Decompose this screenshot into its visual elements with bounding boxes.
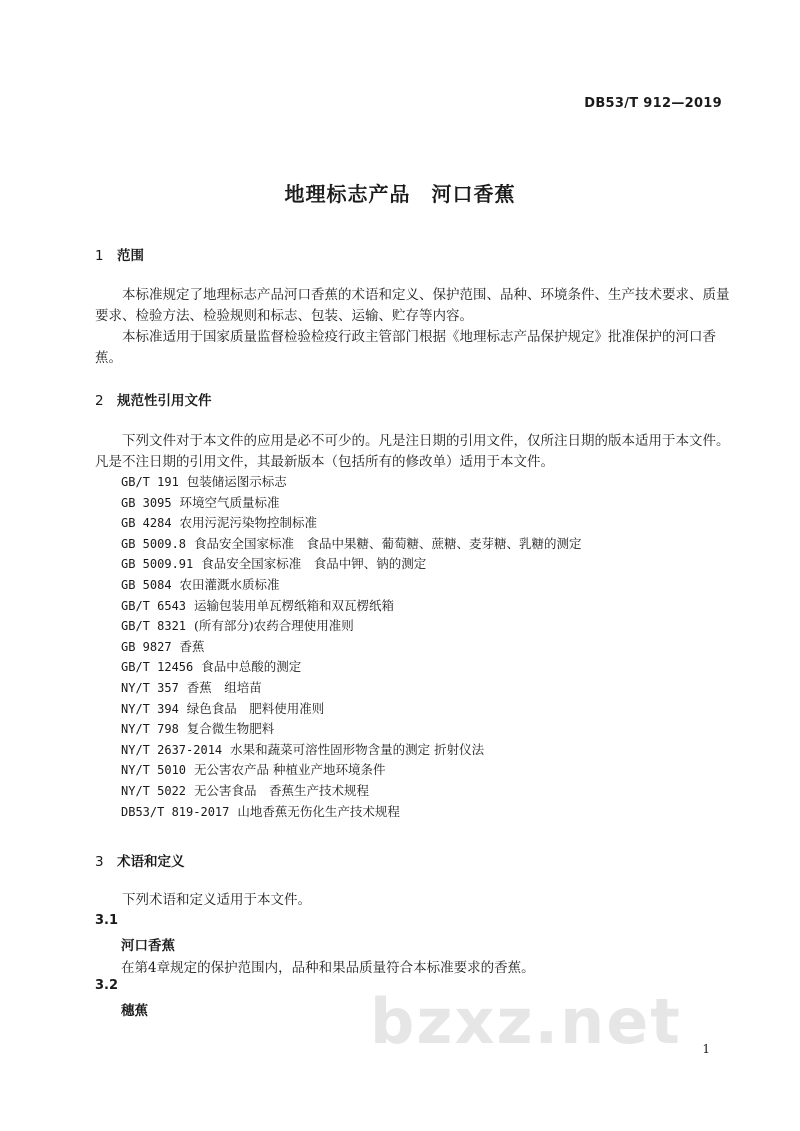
reference-title: 食品安全国家标准 食品中钾、钠的测定 (201, 556, 427, 572)
reference-title: 农田灌溉水质标准 (179, 576, 280, 592)
section-number: 1 (95, 248, 104, 264)
reference-item (121, 802, 582, 823)
reference-code: GB/T 191 (121, 475, 179, 489)
reference-code: GB 5009.91 (121, 557, 194, 572)
section-title: 范围 (117, 248, 144, 264)
reference-code: NY/T 394 (121, 701, 179, 716)
reference-code: GB 5084 (121, 577, 172, 592)
reference-item (121, 534, 582, 555)
reference-title: 绿色食品 肥料使用准则 (186, 700, 325, 716)
reference-code: GB/T 8321 (121, 619, 187, 634)
reference-title: 包装储运图示标志 (186, 474, 287, 489)
reference-title: 食品安全国家标准 食品中果糖、葡萄糖、蔗糖、麦芽糖、乳糖的测定 (193, 535, 582, 551)
reference-item (121, 575, 582, 596)
watermark: bzxz.net (370, 985, 682, 1058)
reference-code: GB 9827 (121, 639, 172, 654)
reference-item (121, 493, 582, 514)
scope-paragraph-2: 本标准适用于国家质量监督检验检疫行政主管部门根据《地理标志产品保护规定》批准保护的河口香蕉。 (95, 329, 716, 366)
reference-code: NY/T 2637-2014 (121, 742, 223, 757)
reference-title: 香蕉 组培苗 (186, 679, 262, 695)
term-name: 河口香蕉 (121, 938, 175, 954)
reference-code: NY/T 798 (121, 722, 179, 737)
section-number: 3 (95, 854, 104, 870)
scope-paragraph-1: 本标准规定了地理标志产品河口香蕉的术语和定义、保护范围、品种、环境条件、生产技术要求、质量要求、检验方法、检验规则和标志、包装、运输、贮存等内容。 (95, 287, 730, 324)
reference-code: NY/T 5022 (121, 783, 187, 798)
reference-title: 香蕉 (179, 638, 205, 654)
reference-title: 水果和蔬菜可溶性固形物含量的测定 折射仪法 (230, 741, 485, 757)
references-intro: 下列文件对于本文件的应用是必不可少的。凡是注日期的引用文件，仅所注日期的版本适用于本文件。凡是不注日期的引用文件，其最新版本（包括所有的修改单）适用于本文件。 (95, 433, 730, 470)
reference-title: 复合微生物肥料 (186, 721, 275, 737)
section-title: 术语和定义 (117, 854, 185, 870)
reference-title: 无公害农产品 种植业产地环境条件 (193, 762, 386, 778)
reference-item (121, 554, 582, 575)
section-number: 2 (95, 393, 104, 409)
reference-list (121, 472, 582, 822)
reference-title: 山地香蕉无伤化生产技术规程 (237, 803, 400, 819)
reference-title: 运输包装用单瓦楞纸箱和双瓦楞纸箱 (193, 597, 394, 613)
reference-item (121, 472, 582, 493)
reference-code: DB53/T 819-2017 (121, 804, 230, 819)
reference-title: 食品中总酸的测定 (201, 659, 302, 675)
reference-code: NY/T 5010 (121, 763, 187, 778)
terms-intro: 下列术语和定义适用于本文件。 (122, 892, 311, 908)
term-number: 3.2 (95, 978, 119, 993)
term-name: 穗蕉 (121, 1003, 148, 1019)
section-heading-terms (95, 850, 185, 870)
document-number: DB53/T 912—2019 (584, 96, 722, 111)
reference-item (121, 781, 582, 802)
reference-title: (所有部分)农药合理使用准则 (193, 618, 354, 634)
section-heading-normative-references (95, 389, 212, 409)
reference-item (121, 678, 582, 699)
reference-code: GB/T 12456 (121, 660, 194, 675)
reference-item (121, 719, 582, 740)
reference-title: 环境空气质量标准 (179, 494, 280, 510)
reference-item (121, 699, 582, 720)
reference-item (121, 637, 582, 658)
reference-item (121, 760, 582, 781)
reference-code: GB/T 6543 (121, 598, 187, 613)
reference-code: GB 4284 (121, 516, 172, 531)
reference-code: GB 5009.8 (121, 536, 187, 551)
section-heading-scope (95, 244, 144, 264)
term-number: 3.1 (95, 913, 119, 928)
reference-code: GB 3095 (121, 495, 172, 510)
term-definition: 在第4章规定的保护范围内，品种和果品质量符合本标准要求的香蕉。 (121, 960, 535, 976)
reference-item (121, 596, 582, 617)
reference-code: NY/T 357 (121, 680, 179, 695)
reference-title: 农用污泥污染物控制标准 (179, 515, 318, 531)
reference-title: 无公害食品 香蕉生产技术规程 (193, 782, 369, 798)
reference-item (121, 740, 582, 761)
document-title: 地理标志产品 河口香蕉 (284, 182, 516, 206)
page-number: 1 (702, 1042, 710, 1056)
reference-item (121, 513, 582, 534)
reference-item (121, 657, 582, 678)
section-title: 规范性引用文件 (117, 393, 212, 409)
reference-item (121, 616, 582, 637)
